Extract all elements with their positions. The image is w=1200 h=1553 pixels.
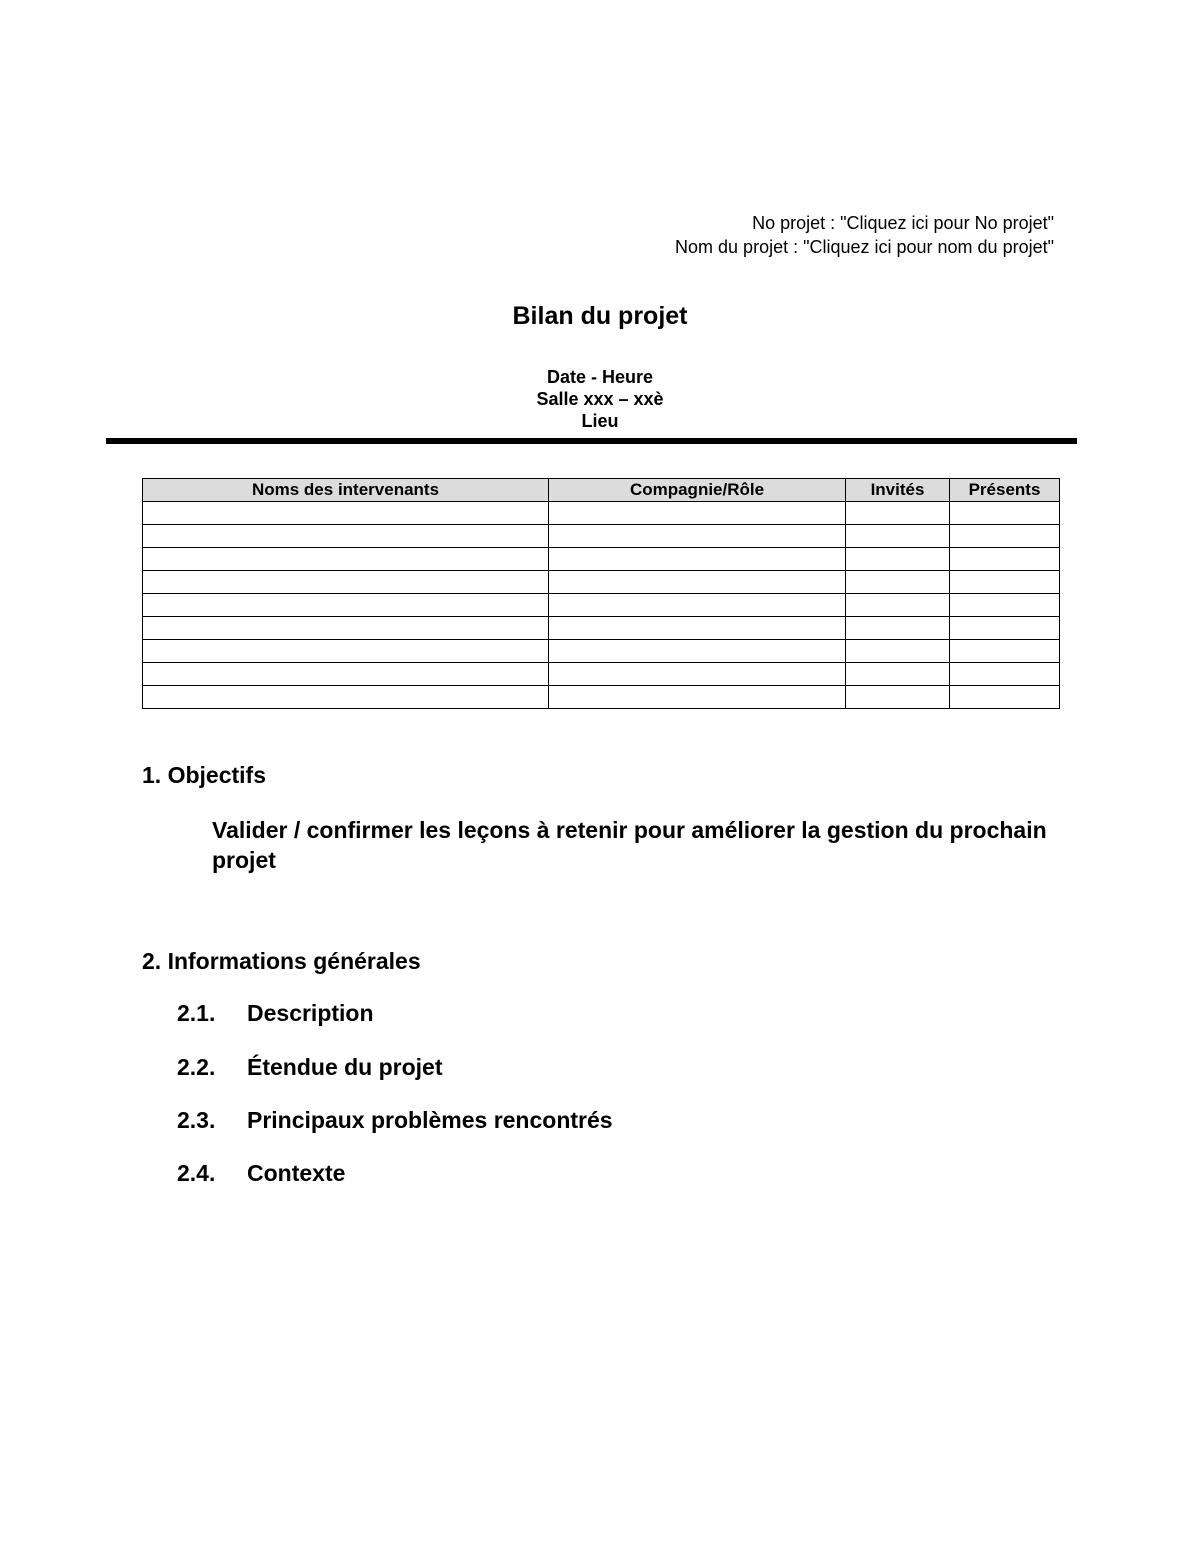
subsection-label: Étendue du projet bbox=[247, 1054, 443, 1080]
section-general-heading: 2. Informations générales bbox=[142, 948, 421, 974]
table-cell[interactable] bbox=[950, 525, 1060, 548]
table-row bbox=[143, 502, 1060, 525]
table-cell[interactable] bbox=[143, 617, 549, 640]
header-divider bbox=[106, 438, 1077, 444]
meeting-datetime: Date - Heure bbox=[546, 367, 654, 387]
table-row bbox=[143, 594, 1060, 617]
table-cell[interactable] bbox=[950, 571, 1060, 594]
table-cell[interactable] bbox=[846, 548, 950, 571]
subsection-number: 2.2. bbox=[177, 1054, 216, 1080]
table-cell[interactable] bbox=[143, 594, 549, 617]
table-cell[interactable] bbox=[846, 640, 950, 663]
subsection-number: 2.3. bbox=[177, 1107, 216, 1133]
subsection-number: 2.4. bbox=[177, 1160, 216, 1186]
table-cell[interactable] bbox=[143, 502, 549, 525]
objectives-text: Valider / confirmer les leçons à retenir pour améliorer la gestion du prochain projet bbox=[212, 817, 1047, 873]
table-cell[interactable] bbox=[143, 525, 549, 548]
meeting-info bbox=[0, 366, 1200, 432]
table-cell[interactable] bbox=[950, 663, 1060, 686]
table-cell[interactable] bbox=[950, 686, 1060, 709]
table-row bbox=[143, 663, 1060, 686]
column-header-invited: Invités bbox=[846, 479, 950, 502]
table-row bbox=[143, 686, 1060, 709]
table-cell[interactable] bbox=[950, 617, 1060, 640]
table-cell[interactable] bbox=[549, 686, 846, 709]
table-cell[interactable] bbox=[846, 617, 950, 640]
table-cell[interactable] bbox=[846, 571, 950, 594]
participants-table bbox=[142, 478, 1060, 709]
column-header-present: Présents bbox=[950, 479, 1060, 502]
subsection-number: 2.1. bbox=[177, 1000, 216, 1026]
subsection-label: Contexte bbox=[247, 1160, 346, 1186]
column-header-names: Noms des intervenants bbox=[143, 479, 549, 502]
table-cell[interactable] bbox=[846, 686, 950, 709]
table-cell[interactable] bbox=[549, 525, 846, 548]
table-cell[interactable] bbox=[950, 502, 1060, 525]
project-name-field[interactable]: Nom du projet : "Cliquez ici pour nom du projet" bbox=[675, 237, 1054, 257]
project-header bbox=[675, 211, 1054, 259]
table-cell[interactable] bbox=[846, 663, 950, 686]
table-row bbox=[143, 640, 1060, 663]
table-cell[interactable] bbox=[549, 571, 846, 594]
subsection-context bbox=[177, 1160, 345, 1187]
table-cell[interactable] bbox=[143, 686, 549, 709]
meeting-place: Lieu bbox=[581, 411, 619, 431]
document-title: Bilan du projet bbox=[512, 302, 688, 330]
meeting-room: Salle xxx – xxè bbox=[536, 389, 664, 409]
table-cell[interactable] bbox=[846, 502, 950, 525]
column-header-company-role: Compagnie/Rôle bbox=[549, 479, 846, 502]
table-cell[interactable] bbox=[549, 594, 846, 617]
section-objectives-heading: 1. Objectifs bbox=[142, 762, 266, 788]
table-cell[interactable] bbox=[549, 640, 846, 663]
table-cell[interactable] bbox=[143, 663, 549, 686]
table-cell[interactable] bbox=[950, 548, 1060, 571]
table-cell[interactable] bbox=[549, 617, 846, 640]
table-row bbox=[143, 525, 1060, 548]
table-row bbox=[143, 548, 1060, 571]
table-row bbox=[143, 571, 1060, 594]
table-cell[interactable] bbox=[143, 640, 549, 663]
table-cell[interactable] bbox=[950, 594, 1060, 617]
table-cell[interactable] bbox=[846, 525, 950, 548]
table-cell[interactable] bbox=[549, 663, 846, 686]
subsection-description bbox=[177, 1000, 374, 1027]
table-header-row bbox=[143, 479, 1060, 502]
subsection-problems bbox=[177, 1107, 613, 1134]
table-cell[interactable] bbox=[950, 640, 1060, 663]
table-cell[interactable] bbox=[549, 502, 846, 525]
project-number-field[interactable]: No projet : "Cliquez ici pour No projet" bbox=[752, 213, 1054, 233]
table-cell[interactable] bbox=[143, 571, 549, 594]
table-cell[interactable] bbox=[846, 594, 950, 617]
table-cell[interactable] bbox=[143, 548, 549, 571]
subsection-label: Description bbox=[247, 1000, 374, 1026]
subsection-scope bbox=[177, 1054, 443, 1081]
table-cell[interactable] bbox=[549, 548, 846, 571]
table-row bbox=[143, 617, 1060, 640]
subsection-label: Principaux problèmes rencontrés bbox=[247, 1107, 613, 1133]
